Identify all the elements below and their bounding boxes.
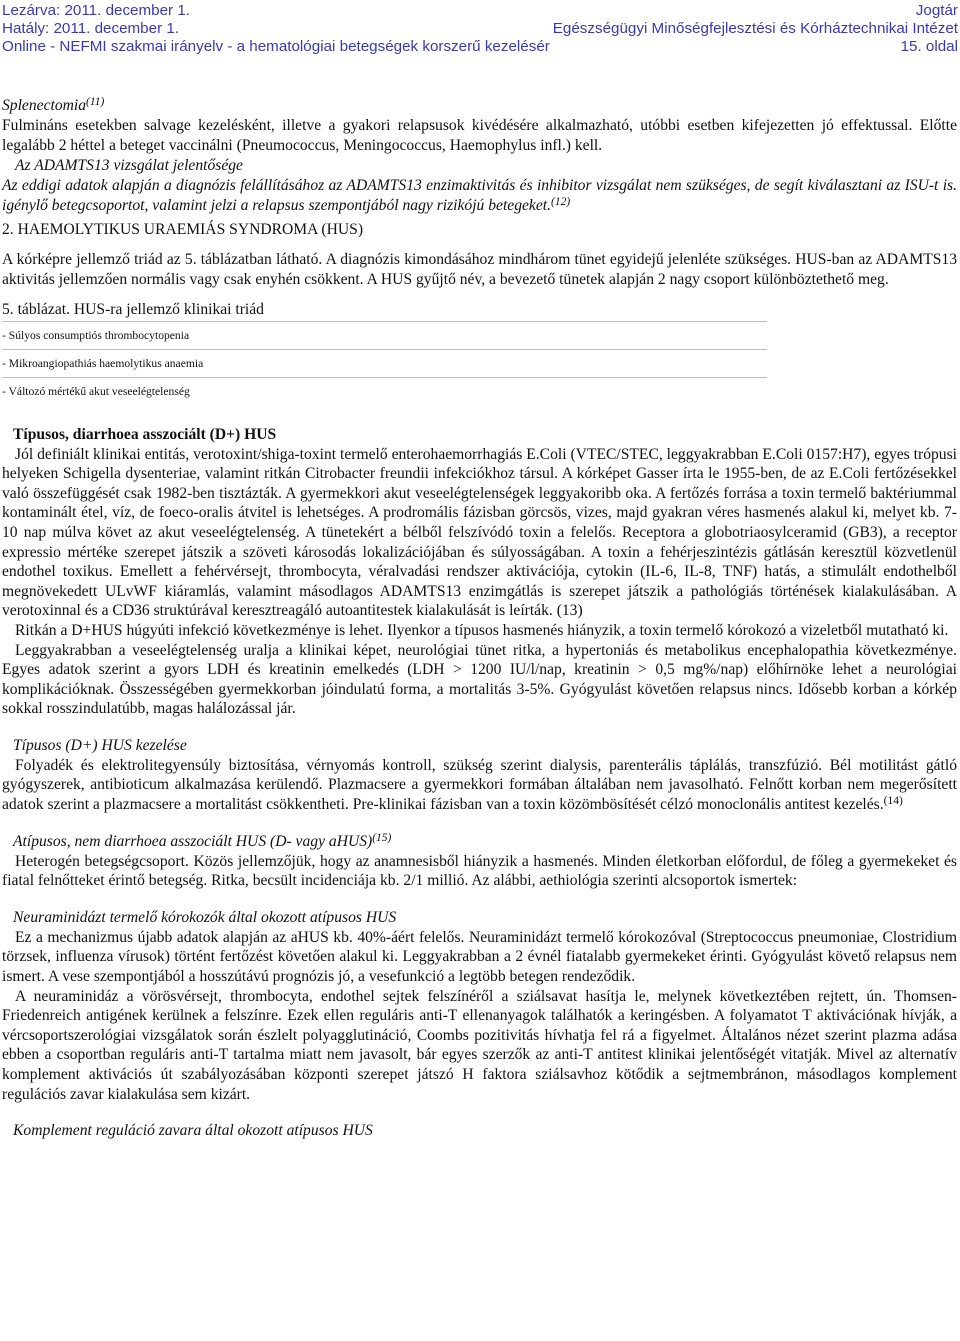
reference-marker: (11) xyxy=(86,96,105,108)
page-number: 15. oldal xyxy=(900,38,958,55)
paragraph: A kórképre jellemző triád az 5. táblázatban látható. A diagnózis kimondásához mindhárom tünet egyidejű jelenléte szükséges. HUS-ban az ADAMTS13 aktivitás jellemzően normális vagy csak enyhén csökkent. A HUS gyűjtő név, a bevezető tünetek alapján 2 nagy csoport különböztethető meg. xyxy=(2,251,957,288)
effective-date: Hatály: 2011. december 1. xyxy=(2,20,180,37)
page-header xyxy=(0,0,960,62)
table-row: - Mikroangiopathiás haemolytikus anaemia xyxy=(2,350,767,378)
section-heading-splenectomia: Splenectomia$^{(11)}$ xyxy=(2,96,105,114)
paragraph: Folyadék és elektrolitegyensúly biztosítása, vérnyomás kontroll, szükség szerint dialysis, parenterális táplálás, transzfúzió. Bél motilitást gátló gyógyszerek, antibioticum alkalmazása kerülendő. Plazmacsere a gyermekkori formában általában nem javasolható. Felnőtt korban nem megerősített adatok szerint a plazmacsere a mortalitást csökkentheti. Pre-klinikai fázisban van a toxin közömbösítését célzó monoclonális antitest kezelés.$^{(14)}$ xyxy=(2,756,957,814)
header-row-1 xyxy=(0,2,960,20)
section-heading-complement: Komplement reguláció zavara által okozott atípusos HUS xyxy=(13,1122,373,1140)
paragraph: Jól definiált klinikai entitás, verotoxint/shiga-toxint termelő enterohaemorrhagiás E.Coli (VTEC/STEC, leggyakrabban E.Coli 0157:H7), egyes trópusi helyeken Schigella dysenteriae, valamint ritkán Citrobacter freundii infekciókhoz társul. A kórképet Gasser írta le 1955-ben, de az E.Coli fertőzésekkel való összefüggését csak 1982-ben tisztázták. A gyermekkori akut veseelégtelenségek leggyakoribb oka. A fertőzés forrása a toxin termelő baktériummal kontaminált étel, víz, de foeco-oralis átvitel is lehetséges. A prodromális fázisban görcsös, vizes, majd gyakran véres hasmenés alakul ki, melyet kb. 7-10 nap múlva követ az akut veseelégtelenség. A tünetekért a bélből felszívódó toxin a felelős. Receptora a globotriaosylceramid (GB3), a receptor expressio mértéke szerepet játszik a szöveti károsodás lokalizációjában és súlyosságában. A toxin a fehérjeszintézis gátlásán keresztül közvetlenül endothel toxikus. Emellett a fehérvérsejt, thrombocyta, véralvadási rendszer aktivációja, cytokin (IL-6, IL-8, TNF) hatás, a stimulált endothelből megnövekedett ULvWF kiáramlás, valamint másodlagos ADAMTS13 enzimgátlás is szerepet játszik a pathológiás történések kialakulásában. A verotoxinnal és a CD36 struktúrával keresztreagáló autoantitestek kialakulását is leírták. (13) xyxy=(2,445,957,620)
table-5 xyxy=(2,300,767,405)
paragraph: Heterogén betegségcsoport. Közös jellemzőjük, hogy az anamnesisből hiányzik a hasmenés. Minden életkorban előfordul, de főleg a gyermekeket és fiatal felnőtteket érintő betegség. Ritka, becsült incidenciája kb. 2/1 millió. Az alábbi, aethiológia szerinti alcsoportok ismertek: xyxy=(2,852,957,890)
paragraph: A neuraminidáz a vörösvérsejt, thrombocyta, endothel sejtek felszínéről a sziálsavat hasítja le, melynek következtében rejtett, ún. Thomsen-Friedenreich antigének kerülnek a felszínre. Ezek ellen reguláris anti-T ellenanyagok találhatók a keringésben. A folyamatot T aktivációnak hívják, a vércsoportszerológiai vizsgálatok során észlelt polyagglutináció, Coombs pozitivitás hívhatja fel rá a figyelmet. Általános nézet szerint plazma adása ebben a csoportban reguláris anti-T tartalma miatt nem javasolt, bár egyes szerzők az anti-T antitest klinikai jelentőségét vitatják. Mivel az alternatív komplement aktivációs út szabályozásában központi szerepet játszó H faktora sziálsavhoz kötődik a sejtmembránon, másodlagos komplement regulációs zavar kialakulása sem kizárt. xyxy=(2,987,957,1103)
paragraph: Ritkán a D+HUS húgyúti infekció következménye is lehet. Ilyenkor a típusos hasmenés hiányzik, a toxin termelő kórokozó a vizeletből mutatható ki. xyxy=(15,621,949,639)
section-heading-typical-treatment: Típusos (D+) HUS kezelése xyxy=(13,736,187,754)
reference-marker: (14) xyxy=(883,795,903,808)
source-label: Jogtár xyxy=(915,2,958,19)
section-heading-hus: 2. HAEMOLYTIKUS URAEMIÁS SYNDROMA (HUS) xyxy=(2,221,364,239)
paragraph: Ez a mechanizmus újabb adatok alapján az aHUS kb. 40%-áért felelős. Neuraminidázt termelő kórokozóval (Streptococcus pneumoniae, Clostridium törzsek, influenza vírusok) történt fertőzést követően alakul ki. Leggyakrabban a 2 évnél fiatalabb gyermekeket érinti. Gyógyulást követő relapsus nem ismert. A vese szempontjából a hosszútávú prognózis jó, a vesefunkció a legtöbb betegen rendeződik. xyxy=(2,928,957,986)
section-heading-atypical-hus: Atípusos, nem diarrhoea asszociált HUS (D- vagy aHUS)$^{(15)}$ xyxy=(13,831,392,850)
header-row-2 xyxy=(0,20,960,38)
table-row: - Súlyos consumptiós thrombocytopenia xyxy=(2,322,767,350)
document-body xyxy=(2,96,957,1141)
institute-name: Egészségügyi Minőségfejlesztési és Kórháztechnikai Intézet xyxy=(552,20,958,37)
section-heading-typical-hus: Típusos, diarrhoea asszociált (D+) HUS xyxy=(13,425,277,443)
section-heading-neuraminidase: Neuraminidázt termelő kórokozók által okozott atípusos HUS xyxy=(13,908,397,926)
reference-marker: (12) xyxy=(551,195,571,208)
document-title: Online - NEFMI szakmai irányelv - a hematológiai betegségek korszerű kezelésér xyxy=(2,38,550,55)
closing-date: Lezárva: 2011. december 1. xyxy=(2,2,190,19)
reference-marker: (15) xyxy=(372,831,392,844)
paragraph: Leggyakrabban a veseelégtelenség uralja a klinikai képet, neurológiai tünet ritka, a hypertoniás és metabolikus encephalopathia következménye. Egyes adatok szerint a gyors LDH és kreatinin emelkedés (LDH > 1200 IU/l/nap, kreatinin > 0,5 mg%/nap) előhírnöke lehet a neurológiai komplikációknak. Összességében gyermekkorban jóindulatú forma, a mortalitás 3-5%. Gyógyulást követően relapsus nincs. Idősebb korban a kórkép sokkal rosszindulatúbb, magas halálozással jár. xyxy=(2,641,957,718)
paragraph: Fulmináns esetekben salvage kezelésként, illetve a gyakori relapsusok kivédésére alkalmazható, utóbbi esetben kifejezetten jó effektussal. Előtte legalább 2 héttel a beteget vaccinálni (Pneumococcus, Meningococcus, Haemophylus infl.) kell. xyxy=(2,117,957,154)
paragraph: Az eddigi adatok alapján a diagnózis felállításához az ADAMTS13 enzimaktivitás és inhibitor vizsgálat nem szükséges, de segít kiválasztani az ISU-t is. igénylő betegcsoportot, valamint jelzi a relapsus szempontjából nagy rizikójú betegeket.$^{(12)}$ xyxy=(2,177,957,214)
table-row: - Változó mértékű akut veseelégtelenség xyxy=(2,384,190,398)
table-caption: 5. táblázat. HUS-ra jellemző klinikai triád xyxy=(2,300,767,322)
section-heading-adamts13: Az ADAMTS13 vizsgálat jelentősége xyxy=(15,157,243,175)
header-row-3 xyxy=(0,38,960,56)
